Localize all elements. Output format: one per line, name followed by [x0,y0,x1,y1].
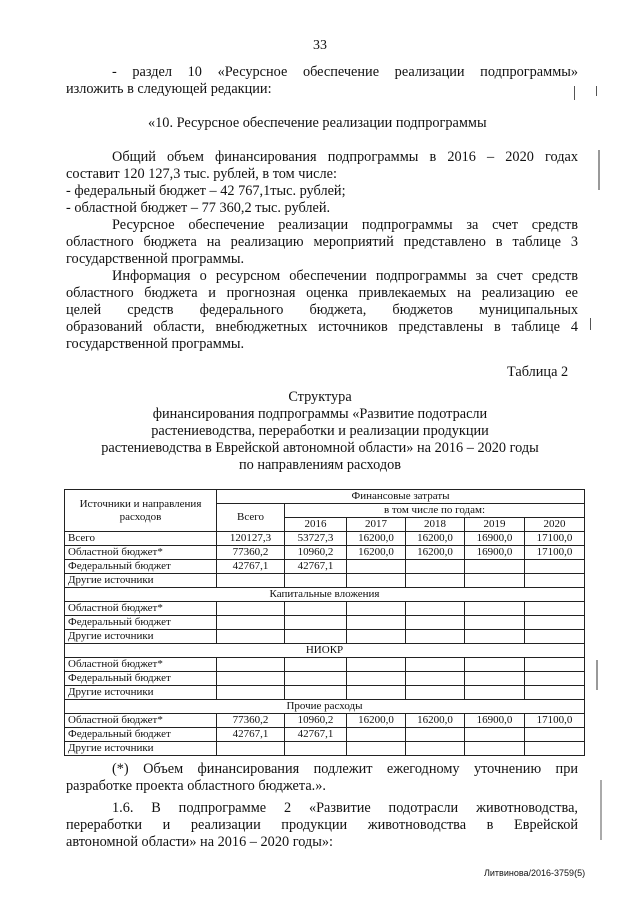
table-cell: Федеральный бюджет [65,672,217,686]
section-label: Прочие расходы [65,700,585,714]
table-cell: 42767,1 [285,728,347,742]
text-line: целей средств федерального бюджета, бюджетов муниципальных [66,302,578,318]
table-cell [525,602,585,616]
table-cell [525,616,585,630]
table-cell [217,602,285,616]
table-cell: Федеральный бюджет [65,728,217,742]
table-cell [525,574,585,588]
table-row [65,714,585,728]
table-cell: 17100,0 [525,546,585,560]
table-cell [465,672,525,686]
scan-mark [596,660,598,690]
text-line: Ресурсное обеспечение реализации подпрограммы за счет средств [112,217,578,233]
table-cell: Областной бюджет* [65,714,217,728]
table-cell [217,658,285,672]
table-cell: Другие источники [65,574,217,588]
table-cell: 16900,0 [465,546,525,560]
table-cell [406,560,465,574]
table-cell: Другие источники [65,742,217,756]
table-cell [525,672,585,686]
text-line: - раздел 10 «Ресурсное обеспечение реализации подпрограммы» [112,64,578,80]
header-year: 2020 [525,518,585,532]
table-cell: Всего [65,532,217,546]
table-cell: Областной бюджет* [65,546,217,560]
table-cell [525,728,585,742]
table-title: по направлениям расходов [238,457,402,473]
table-row [65,532,585,546]
table-cell: 16900,0 [465,714,525,728]
header-year: 2019 [465,518,525,532]
table-row [65,574,585,588]
text-line: Общий объем финансирования подпрограммы в 2016 – 2020 годах [112,149,578,165]
table-cell [285,574,347,588]
table-cell [525,560,585,574]
table-cell [347,742,406,756]
table-cell: 53727,3 [285,532,347,546]
text-line: автономной области» на 2016 – 2020 годы»: [66,834,333,850]
header-sources: Источники и направления расходов [65,490,217,532]
text-line: государственной программы. [66,336,245,352]
table-cell [465,728,525,742]
table-title: растениеводства в Еврейской автономной области» на 2016 – 2020 годы [101,440,539,456]
footer-reference: Литвинова/2016-3759(5) [484,868,586,878]
table-cell: 16200,0 [406,546,465,560]
table-cell [347,686,406,700]
table-cell: Областной бюджет* [65,658,217,672]
table-section-row [65,700,585,714]
table-cell: 10960,2 [285,714,347,728]
scan-mark [574,86,575,100]
section-heading: «10. Ресурсное обеспечение реализации подпрограммы [148,115,487,131]
table-cell [285,616,347,630]
text-line: 1.6. В подпрограмме 2 «Развитие подотрасли животноводства, [112,800,578,816]
text-line: государственной программы. [66,251,245,267]
header-year: 2016 [285,518,347,532]
table-cell: Федеральный бюджет [65,560,217,574]
table-cell [525,630,585,644]
table-cell: 16200,0 [347,532,406,546]
table-row [65,630,585,644]
scan-mark [600,780,602,840]
table-row [65,560,585,574]
financing-table [64,489,585,756]
table-cell: 42767,1 [217,728,285,742]
table-cell: 120127,3 [217,532,285,546]
table-cell [406,616,465,630]
table-cell [525,742,585,756]
table-label: Таблица 2 [507,364,569,380]
table-cell [465,630,525,644]
table-cell [347,602,406,616]
header-year: 2018 [406,518,465,532]
table-cell [285,742,347,756]
table-cell [465,602,525,616]
section-label: Капитальные вложения [65,588,585,602]
text-line: областного бюджета на реализацию мероприятий представлено в таблице 3 [66,234,578,250]
table-title: Структура [288,389,352,405]
table-cell: 10960,2 [285,546,347,560]
scan-mark [598,150,600,190]
table-row [65,742,585,756]
table-cell [347,658,406,672]
text-line: переработки и реализации продукции животноводства в Еврейской [66,817,578,833]
table-cell: Федеральный бюджет [65,616,217,630]
table-row [65,658,585,672]
table-cell [465,616,525,630]
text-line: - областной бюджет – 77 360,2 тыс. рублей. [66,200,331,216]
table-cell [217,742,285,756]
table-cell [285,658,347,672]
table-cell: Другие источники [65,686,217,700]
table-cell [217,616,285,630]
table-cell [406,658,465,672]
table-cell [406,630,465,644]
table-cell: 17100,0 [525,532,585,546]
table-title: растениеводства, переработки и реализации продукции [151,423,489,439]
table-cell [285,630,347,644]
table-row [65,686,585,700]
table-cell: 17100,0 [525,714,585,728]
text-line: (*) Объем финансирования подлежит ежегодному уточнению при [112,761,578,777]
table-cell: Другие источники [65,630,217,644]
table-cell [465,560,525,574]
table-cell [406,672,465,686]
header-year: 2017 [347,518,406,532]
table-cell [347,560,406,574]
table-cell [285,602,347,616]
text-line: областного бюджета и прогнозная оценка привлекаемых на реализацию ее [66,285,578,301]
table-cell [406,686,465,700]
table-cell [285,686,347,700]
table-cell: 16200,0 [347,546,406,560]
table-cell [406,574,465,588]
text-line: Информация о ресурсном обеспечении подпрограммы за счет средств [112,268,578,284]
table-cell: 16900,0 [465,532,525,546]
table-cell: 16200,0 [406,714,465,728]
scan-mark [590,318,591,330]
table-cell: 16200,0 [406,532,465,546]
table-cell: 77360,2 [217,714,285,728]
table-cell [217,672,285,686]
header-costs: Финансовые затраты [217,490,585,504]
table-cell [347,672,406,686]
table-cell [465,742,525,756]
header-total: Всего [217,504,285,532]
table-cell [217,686,285,700]
table-row [65,672,585,686]
table-section-row [65,588,585,602]
table-cell [465,686,525,700]
table-cell [217,630,285,644]
table-row [65,728,585,742]
section-label: НИОКР [65,644,585,658]
text-line: образований области, внебюджетных источников представлены в таблице 4 [66,319,578,335]
table-cell: 42767,1 [285,560,347,574]
table-cell [465,574,525,588]
table-row [65,546,585,560]
table-row [65,616,585,630]
table-row [65,602,585,616]
table-cell [525,658,585,672]
table-cell [347,630,406,644]
table-cell [406,602,465,616]
text-line: - федеральный бюджет – 42 767,1тыс. рублей; [66,183,346,199]
table-title: финансирования подпрограммы «Развитие подотрасли [152,406,488,422]
page-number: 33 [313,38,327,53]
table-cell [347,728,406,742]
text-line: составит 120 127,3 тыс. рублей, в том числе: [66,166,337,182]
table-cell [406,742,465,756]
scan-mark [596,86,597,96]
table-cell: 42767,1 [217,560,285,574]
table-cell: 77360,2 [217,546,285,560]
table-cell [217,574,285,588]
table-cell: Областной бюджет* [65,602,217,616]
table-cell [406,728,465,742]
text-line: разработке проекта областного бюджета.». [66,778,326,794]
text-line: изложить в следующей редакции: [66,81,272,97]
table-section-row [65,644,585,658]
table-cell [525,686,585,700]
table-cell [285,672,347,686]
table-cell: 16200,0 [347,714,406,728]
table-cell [347,616,406,630]
table-cell [347,574,406,588]
header-byyear: в том числе по годам: [285,504,585,518]
table-cell [465,658,525,672]
